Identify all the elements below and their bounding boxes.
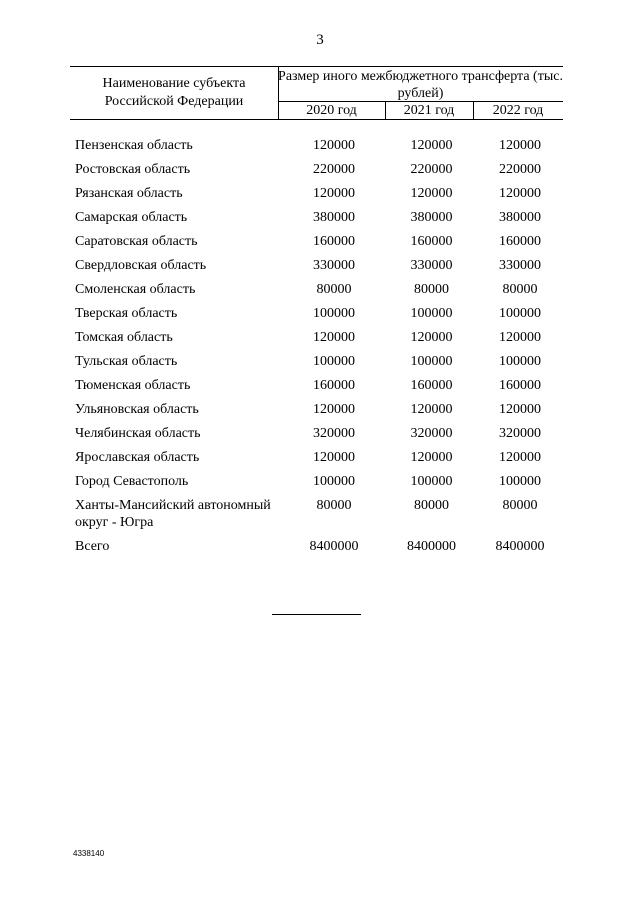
value-2022: 80000 [502, 282, 538, 297]
value-2021: 120000 [410, 330, 453, 345]
value-2021: 80000 [414, 498, 449, 513]
column-header-year-2021: 2021 год [403, 103, 455, 118]
region-name: Рязанская область [75, 186, 183, 201]
value-2020: 160000 [313, 378, 355, 393]
value-2021: 380000 [410, 210, 453, 225]
value-2022: 160000 [499, 234, 541, 249]
table-row [75, 401, 565, 425]
value-2020: 100000 [313, 354, 355, 369]
value-2022: 100000 [499, 474, 541, 489]
value-2020: 100000 [313, 474, 355, 489]
column-header-year-2020: 2020 год [306, 103, 357, 118]
table-row [75, 161, 565, 185]
value-2021: 160000 [410, 378, 453, 393]
column-header-name: Наименование субъекта Российской Федерации [102, 76, 246, 109]
value-2021: 320000 [410, 426, 453, 441]
value-2021: 220000 [410, 162, 453, 177]
header-top-rule [70, 66, 563, 67]
value-2021: 100000 [410, 474, 453, 489]
region-name: Смоленская область [75, 282, 196, 297]
value-2021: 120000 [410, 138, 453, 153]
table-row [75, 425, 565, 449]
region-name: Город Севастополь [75, 474, 189, 489]
table-row [75, 137, 565, 161]
value-2021: 120000 [410, 186, 453, 201]
table-row [75, 329, 565, 353]
value-2021: 160000 [410, 234, 453, 249]
value-2020: 120000 [313, 450, 355, 465]
table-row [75, 449, 565, 473]
region-name: Тульская область [75, 354, 178, 369]
page-number: 3 [316, 32, 324, 48]
region-name: Челябинская область [75, 426, 201, 441]
value-2020: 120000 [313, 330, 355, 345]
value-2022: 120000 [499, 402, 541, 417]
value-2020: 120000 [313, 402, 355, 417]
value-2021: 100000 [410, 306, 453, 321]
value-2020: 380000 [313, 210, 355, 225]
value-2021: 80000 [414, 282, 449, 297]
table-row [75, 233, 565, 257]
value-2022: 120000 [499, 138, 541, 153]
region-name: Пензенская область [75, 138, 193, 153]
table-row [75, 353, 565, 377]
table-row [75, 377, 565, 401]
value-2020: 100000 [313, 306, 355, 321]
header-bottom-rule [70, 119, 563, 120]
region-name: Саратовская область [75, 234, 198, 249]
value-2021: 120000 [410, 450, 453, 465]
value-2020: 320000 [313, 426, 355, 441]
document-code: 4338140 [73, 849, 105, 858]
value-2020: 8400000 [309, 539, 359, 554]
region-name: Всего [75, 539, 110, 554]
table-row [75, 538, 565, 562]
value-2020: 120000 [313, 186, 355, 201]
value-2021: 120000 [410, 402, 453, 417]
value-2022: 80000 [502, 498, 538, 513]
value-2021: 330000 [410, 258, 453, 273]
table-row [75, 497, 565, 538]
table-row [75, 209, 565, 233]
table-row [75, 281, 565, 305]
value-2022: 120000 [499, 330, 541, 345]
column-header-transfer: Размер иного межбюджетного трансферта (тыс. рублей) [278, 69, 563, 101]
table-row [75, 473, 565, 497]
value-2022: 120000 [499, 186, 541, 201]
value-2020: 330000 [313, 258, 355, 273]
value-2022: 100000 [499, 306, 541, 321]
value-2021: 100000 [410, 354, 453, 369]
table-body [75, 137, 565, 562]
value-2022: 320000 [499, 426, 541, 441]
region-name: Тверская область [75, 306, 178, 321]
value-2022: 8400000 [495, 539, 545, 554]
value-2022: 380000 [499, 210, 541, 225]
value-2021: 8400000 [407, 539, 456, 554]
region-name: Свердловская область [75, 258, 207, 273]
value-2020: 220000 [313, 162, 355, 177]
value-2022: 220000 [499, 162, 541, 177]
value-2022: 160000 [499, 378, 541, 393]
value-2022: 120000 [499, 450, 541, 465]
region-name: Ростовская область [75, 162, 191, 177]
value-2022: 330000 [499, 258, 541, 273]
table-row [75, 185, 565, 209]
table-row [75, 257, 565, 281]
column-header-year-2022: 2022 год [492, 103, 544, 118]
value-2020: 80000 [316, 282, 352, 297]
region-name: Ханты-Мансийский автономный округ - Югра [75, 498, 271, 530]
region-name: Тюменская область [75, 378, 191, 393]
end-rule [272, 614, 361, 615]
value-2022: 100000 [499, 354, 541, 369]
value-2020: 80000 [316, 498, 352, 513]
region-name: Ярославская область [75, 450, 200, 465]
value-2020: 160000 [313, 234, 355, 249]
region-name: Самарская область [75, 210, 188, 225]
region-name: Ульяновская область [75, 402, 199, 417]
table-header [70, 66, 563, 120]
table-row [75, 305, 565, 329]
region-name: Томская область [75, 330, 173, 345]
value-2020: 120000 [313, 138, 355, 153]
